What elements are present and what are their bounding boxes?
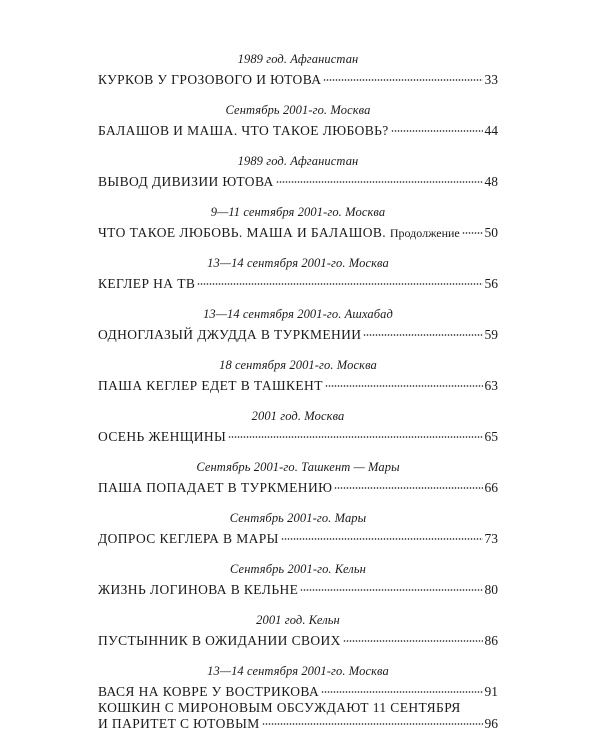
dot-leader <box>462 232 483 234</box>
entry-page-number: 56 <box>484 276 498 291</box>
entry-title: ДОПРОС КЕГЛЕРА В МАРЫ <box>98 531 279 546</box>
entry-page-number: 96 <box>484 716 498 731</box>
entry-page-number: 44 <box>484 123 498 138</box>
entry-title: КЕГЛЕР НА ТВ <box>98 276 196 291</box>
entry-page-number: 65 <box>484 429 498 444</box>
dot-leader <box>300 589 482 591</box>
entry-page-number: 33 <box>484 72 498 87</box>
entry-title: ПАША ПОПАДАЕТ В ТУРКМЕНИЮ <box>98 480 333 495</box>
entry-page-number: 86 <box>484 633 498 648</box>
entry-page-number: 80 <box>484 582 498 597</box>
toc-entry <box>98 256 498 292</box>
entry-page-number: 48 <box>484 174 498 189</box>
entry-row <box>98 429 498 445</box>
entry-subtitle: Сентябрь 2001-го. Москва <box>225 103 371 117</box>
entry-subtitle: 2001 год. Кельн <box>256 613 340 627</box>
dot-leader <box>334 487 482 489</box>
toc-entry <box>98 562 498 598</box>
entry-subtitle: Сентябрь 2001-го. Ташкент — Мары <box>196 460 400 474</box>
entry-subtitle: Сентябрь 2001-го. Кельн <box>230 562 366 576</box>
entry-row <box>98 684 498 700</box>
toc-entry <box>98 52 498 88</box>
entry-title: ПАША КЕГЛЕР ЕДЕТ В ТАШКЕНТ <box>98 378 323 393</box>
entry-title-line: И ПАРИТЕТ С ЮТОВЫМ <box>98 716 260 731</box>
entry-subtitle: Сентябрь 2001-го. Мары <box>229 511 367 525</box>
dot-leader <box>363 334 482 336</box>
entry-row <box>98 225 498 241</box>
toc-entry <box>98 511 498 547</box>
toc-entry <box>98 103 498 139</box>
entry-row <box>98 716 498 732</box>
entry-subtitle: 2001 год. Москва <box>251 409 345 423</box>
entry-row <box>98 123 498 139</box>
entry-title: ОСЕНЬ ЖЕНЩИНЫ <box>98 429 227 444</box>
entry-row <box>98 378 498 394</box>
toc-entry <box>98 358 498 394</box>
entry-title: ПУСТЫННИК В ОЖИДАНИИ СВОИХ <box>98 633 341 648</box>
toc-entry <box>98 613 498 649</box>
entry-page-number: 73 <box>484 531 498 546</box>
dot-leader <box>343 640 483 642</box>
entry-page-number: 63 <box>484 378 498 393</box>
entry-subtitle: 13—14 сентября 2001-го. Москва <box>207 256 389 270</box>
dot-leader <box>197 283 482 285</box>
dot-leader <box>325 385 483 387</box>
entry-page-number: 66 <box>484 480 498 495</box>
entry-row <box>98 633 498 649</box>
toc-entry <box>98 205 498 241</box>
entry-page-number: 59 <box>484 327 498 342</box>
entry-page-number: 91 <box>484 684 498 699</box>
entry-subtitle: 13—14 сентября 2001-го. Ашхабад <box>203 307 393 321</box>
entry-row <box>98 72 498 88</box>
entry-subtitle: 1989 год. Афганистан <box>237 52 359 66</box>
entry-subtitle: 9—11 сентября 2001-го. Москва <box>210 205 386 219</box>
dot-leader <box>262 723 483 725</box>
entry-title: КУРКОВ У ГРОЗОВОГО И ЮТОВА <box>98 72 322 87</box>
entry-row <box>98 480 498 496</box>
entry-row <box>98 582 498 598</box>
entry-subtitle: 1989 год. Афганистан <box>237 154 359 168</box>
toc-entry <box>98 307 498 343</box>
entry-row <box>98 327 498 343</box>
entry-title-main: ЧТО ТАКОЕ ЛЮБОВЬ. МАША И БАЛАШОВ. <box>98 225 387 240</box>
entry-row <box>98 174 498 190</box>
entry-row <box>98 531 498 547</box>
toc-entry <box>98 409 498 445</box>
dot-leader <box>391 130 483 132</box>
entry-title: ВАСЯ НА КОВРЕ У ВОСТРИКОВА <box>98 684 320 699</box>
entry-title: ВЫВОД ДИВИЗИИ ЮТОВА <box>98 174 274 189</box>
entry-title: ОДНОГЛАЗЫЙ ДЖУДДА В ТУРКМЕНИИ <box>98 327 362 342</box>
entry-title: ЖИЗНЬ ЛОГИНОВА В КЕЛЬНЕ <box>98 582 299 597</box>
toc-entry <box>98 664 498 732</box>
toc-entry <box>98 460 498 496</box>
dot-leader <box>321 691 482 693</box>
entry-subtitle: 18 сентября 2001-го. Москва <box>219 358 377 372</box>
dot-leader <box>276 181 483 183</box>
entry-title <box>98 225 460 241</box>
entry-subtitle: 13—14 сентября 2001-го. Москва <box>207 664 389 678</box>
dot-leader <box>228 436 482 438</box>
dot-leader <box>281 538 483 540</box>
entry-row <box>98 700 498 716</box>
entry-title-line: КОШКИН С МИРОНОВЫМ ОБСУЖДАЮТ 11 СЕНТЯБРЯ <box>98 700 461 715</box>
dot-leader <box>323 79 482 81</box>
table-of-contents <box>98 52 498 732</box>
entry-title: БАЛАШОВ И МАША. ЧТО ТАКОЕ ЛЮБОВЬ? <box>98 123 389 138</box>
entry-title-suffix: Продолжение <box>389 226 460 240</box>
entry-row <box>98 276 498 292</box>
entry-page-number: 50 <box>484 225 498 240</box>
toc-entry <box>98 154 498 190</box>
